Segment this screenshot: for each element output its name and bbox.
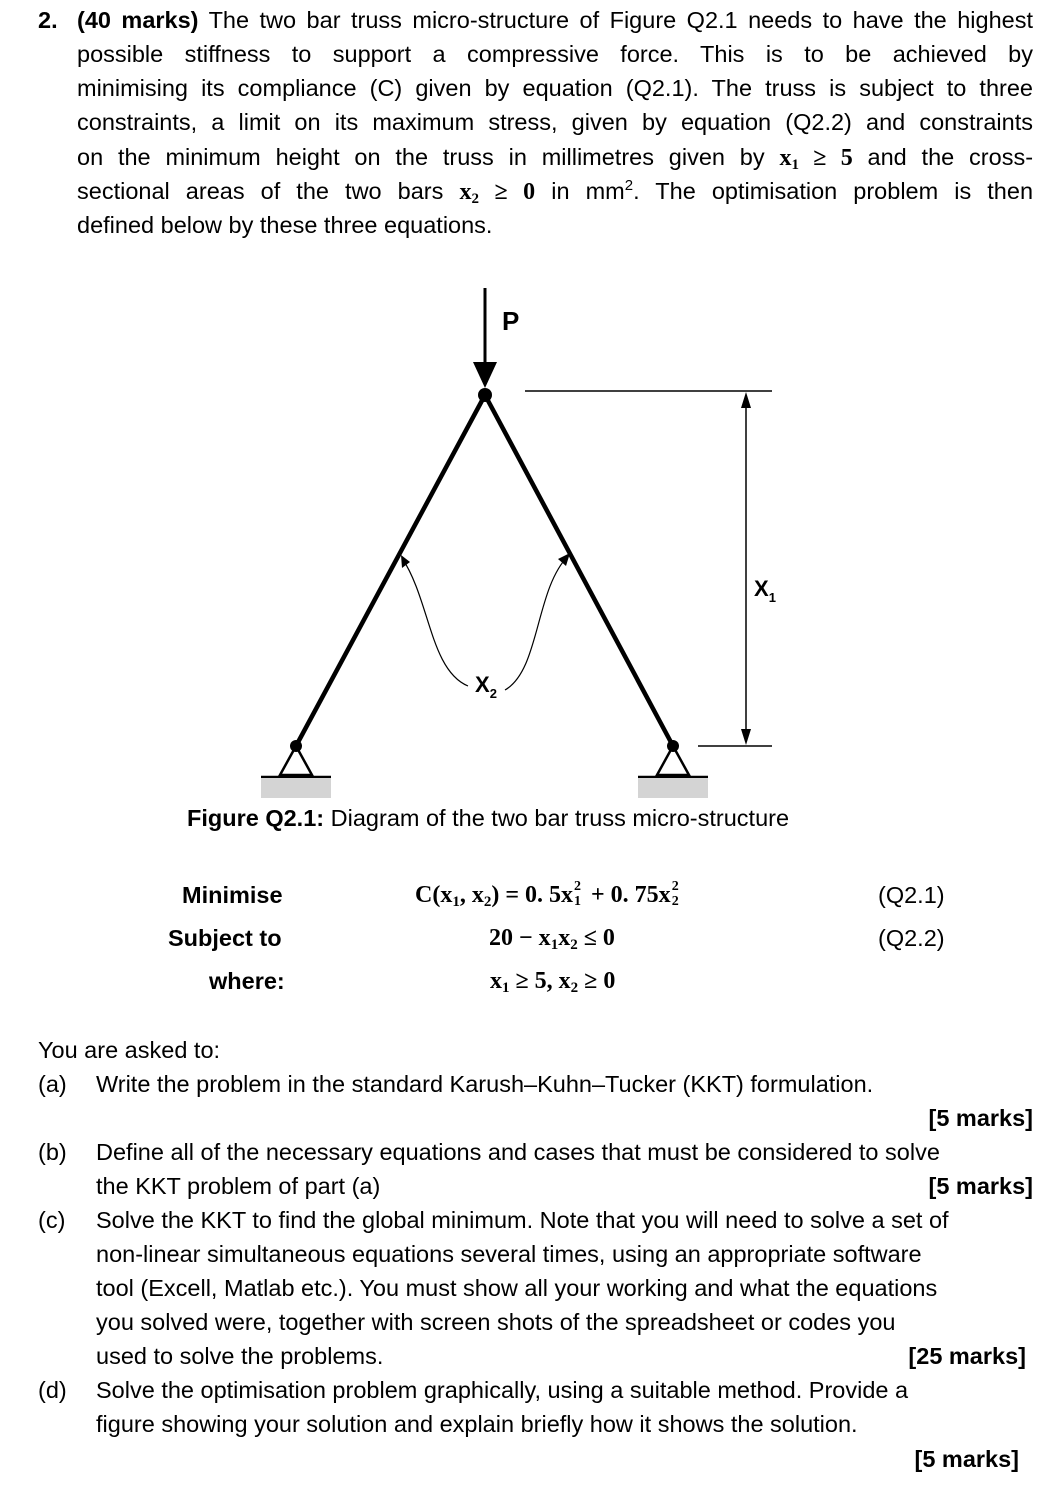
- figure-caption: [187, 801, 789, 835]
- area-pointer-right-head: [558, 553, 570, 566]
- task-c-text-2: non-linear simultaneous equations several times, using an appropriate software: [96, 1241, 922, 1267]
- task-b-text-2: the KKT problem of part (a): [96, 1173, 381, 1199]
- right-ground: [638, 778, 708, 798]
- area-label: $X_2$: [475, 672, 497, 701]
- minimise-label: Minimise: [182, 882, 283, 908]
- task-c-label: (c): [38, 1207, 66, 1233]
- question-line-1: (40 marks) The two bar truss micro-structure of Figure Q2.1 needs to have the highest: [77, 7, 1033, 33]
- area-pointer-left: [402, 558, 468, 686]
- task-d-text-1: Solve the optimisation problem graphically, using a suitable method. Provide a: [96, 1377, 909, 1403]
- question-line-2: possible stiffness to support a compressive force. This is to be achieved by: [77, 41, 1033, 67]
- area-constraint-inline: $x_2 \ge 0$: [459, 179, 536, 207]
- left-bar: [296, 395, 485, 746]
- height-arrow-bottom: [741, 729, 751, 745]
- truss-diagram: [0, 270, 1045, 810]
- area-pointer-right: [505, 556, 568, 690]
- task-b-label: (b): [38, 1139, 67, 1165]
- question-line-4: constraints, a limit on its maximum stress, given by equation (Q2.2) and constraints: [77, 109, 1033, 135]
- area-pointer-left-head: [401, 555, 410, 568]
- problem-block: [0, 870, 1045, 1010]
- eq1-reference: (Q2.1): [878, 882, 945, 908]
- question-marks: (40 marks): [77, 7, 199, 33]
- caption-label: Figure Q2.1:: [187, 805, 325, 831]
- right-bar: [485, 395, 673, 746]
- question-block: [0, 0, 1045, 250]
- caption-text: Diagram of the two bar truss micro-structure: [330, 805, 790, 831]
- task-c-marks: [25 marks]: [908, 1343, 1026, 1369]
- tasks-block: [0, 1033, 1045, 1493]
- load-arrow-head: [473, 362, 497, 388]
- top-joint: [478, 388, 492, 402]
- task-a-text: Write the problem in the standard Karush–Kuhn–Tucker (KKT) formulation.: [96, 1071, 874, 1097]
- task-b-text-1: Define all of the necessary equations and cases that must be considered to solve: [96, 1139, 940, 1165]
- question-line-7: defined below by these three equations.: [77, 212, 493, 238]
- task-c-text-5: used to solve the problems.: [96, 1343, 384, 1369]
- task-d-text-2: figure showing your solution and explain briefly how it shows the solution.: [96, 1411, 858, 1437]
- task-d-label: (d): [38, 1377, 67, 1403]
- task-a-marks: [5 marks]: [928, 1105, 1033, 1131]
- task-b-marks: [5 marks]: [928, 1173, 1033, 1199]
- where-label: where:: [209, 968, 285, 994]
- question-line-5: on the minimum height on the truss in millimetres given by $x_1 \ge 5$ and the cross-: [77, 144, 1034, 173]
- stress-constraint-equation: $20 - x_1x_2 \le 0$: [489, 925, 615, 953]
- height-constraint-inline: $x_1 \ge 5$: [779, 145, 853, 173]
- height-arrow-top: [741, 392, 751, 408]
- task-d-marks: [5 marks]: [914, 1446, 1019, 1472]
- tasks-intro: You are asked to:: [38, 1037, 221, 1063]
- height-label: $X_1$: [754, 576, 776, 605]
- question-number: 2.: [38, 7, 58, 33]
- eq2-reference: (Q2.2): [878, 925, 945, 951]
- question-line-6: sectional areas of the two bars $x_2 \ge 0$ in $mm^2$. The optimisation problem is then: [77, 177, 1034, 207]
- objective-equation: $C(x_1$, $x_2) = 0$. 5x 2 1 + 0. 75x 2 2: [415, 879, 679, 910]
- left-ground: [261, 778, 331, 798]
- task-c-text-4: you solved were, together with screen shots of the spreadsheet or codes you: [96, 1309, 896, 1335]
- subject-to-label: Subject to: [168, 925, 282, 951]
- task-a-label: (a): [38, 1071, 67, 1097]
- bounds-equation: $x_1 \ge 5$, $x_2 \ge 0$: [490, 968, 616, 996]
- task-c-text-1: Solve the KKT to find the global minimum. Note that you will need to solve a set of: [96, 1207, 949, 1233]
- question-line-3: minimising its compliance (C) given by equation (Q2.1). The truss is subject to three: [77, 75, 1033, 101]
- task-c-text-3: tool (Excell, Matlab etc.). You must show all your working and what the equations: [96, 1275, 938, 1301]
- load-label: P: [502, 306, 520, 336]
